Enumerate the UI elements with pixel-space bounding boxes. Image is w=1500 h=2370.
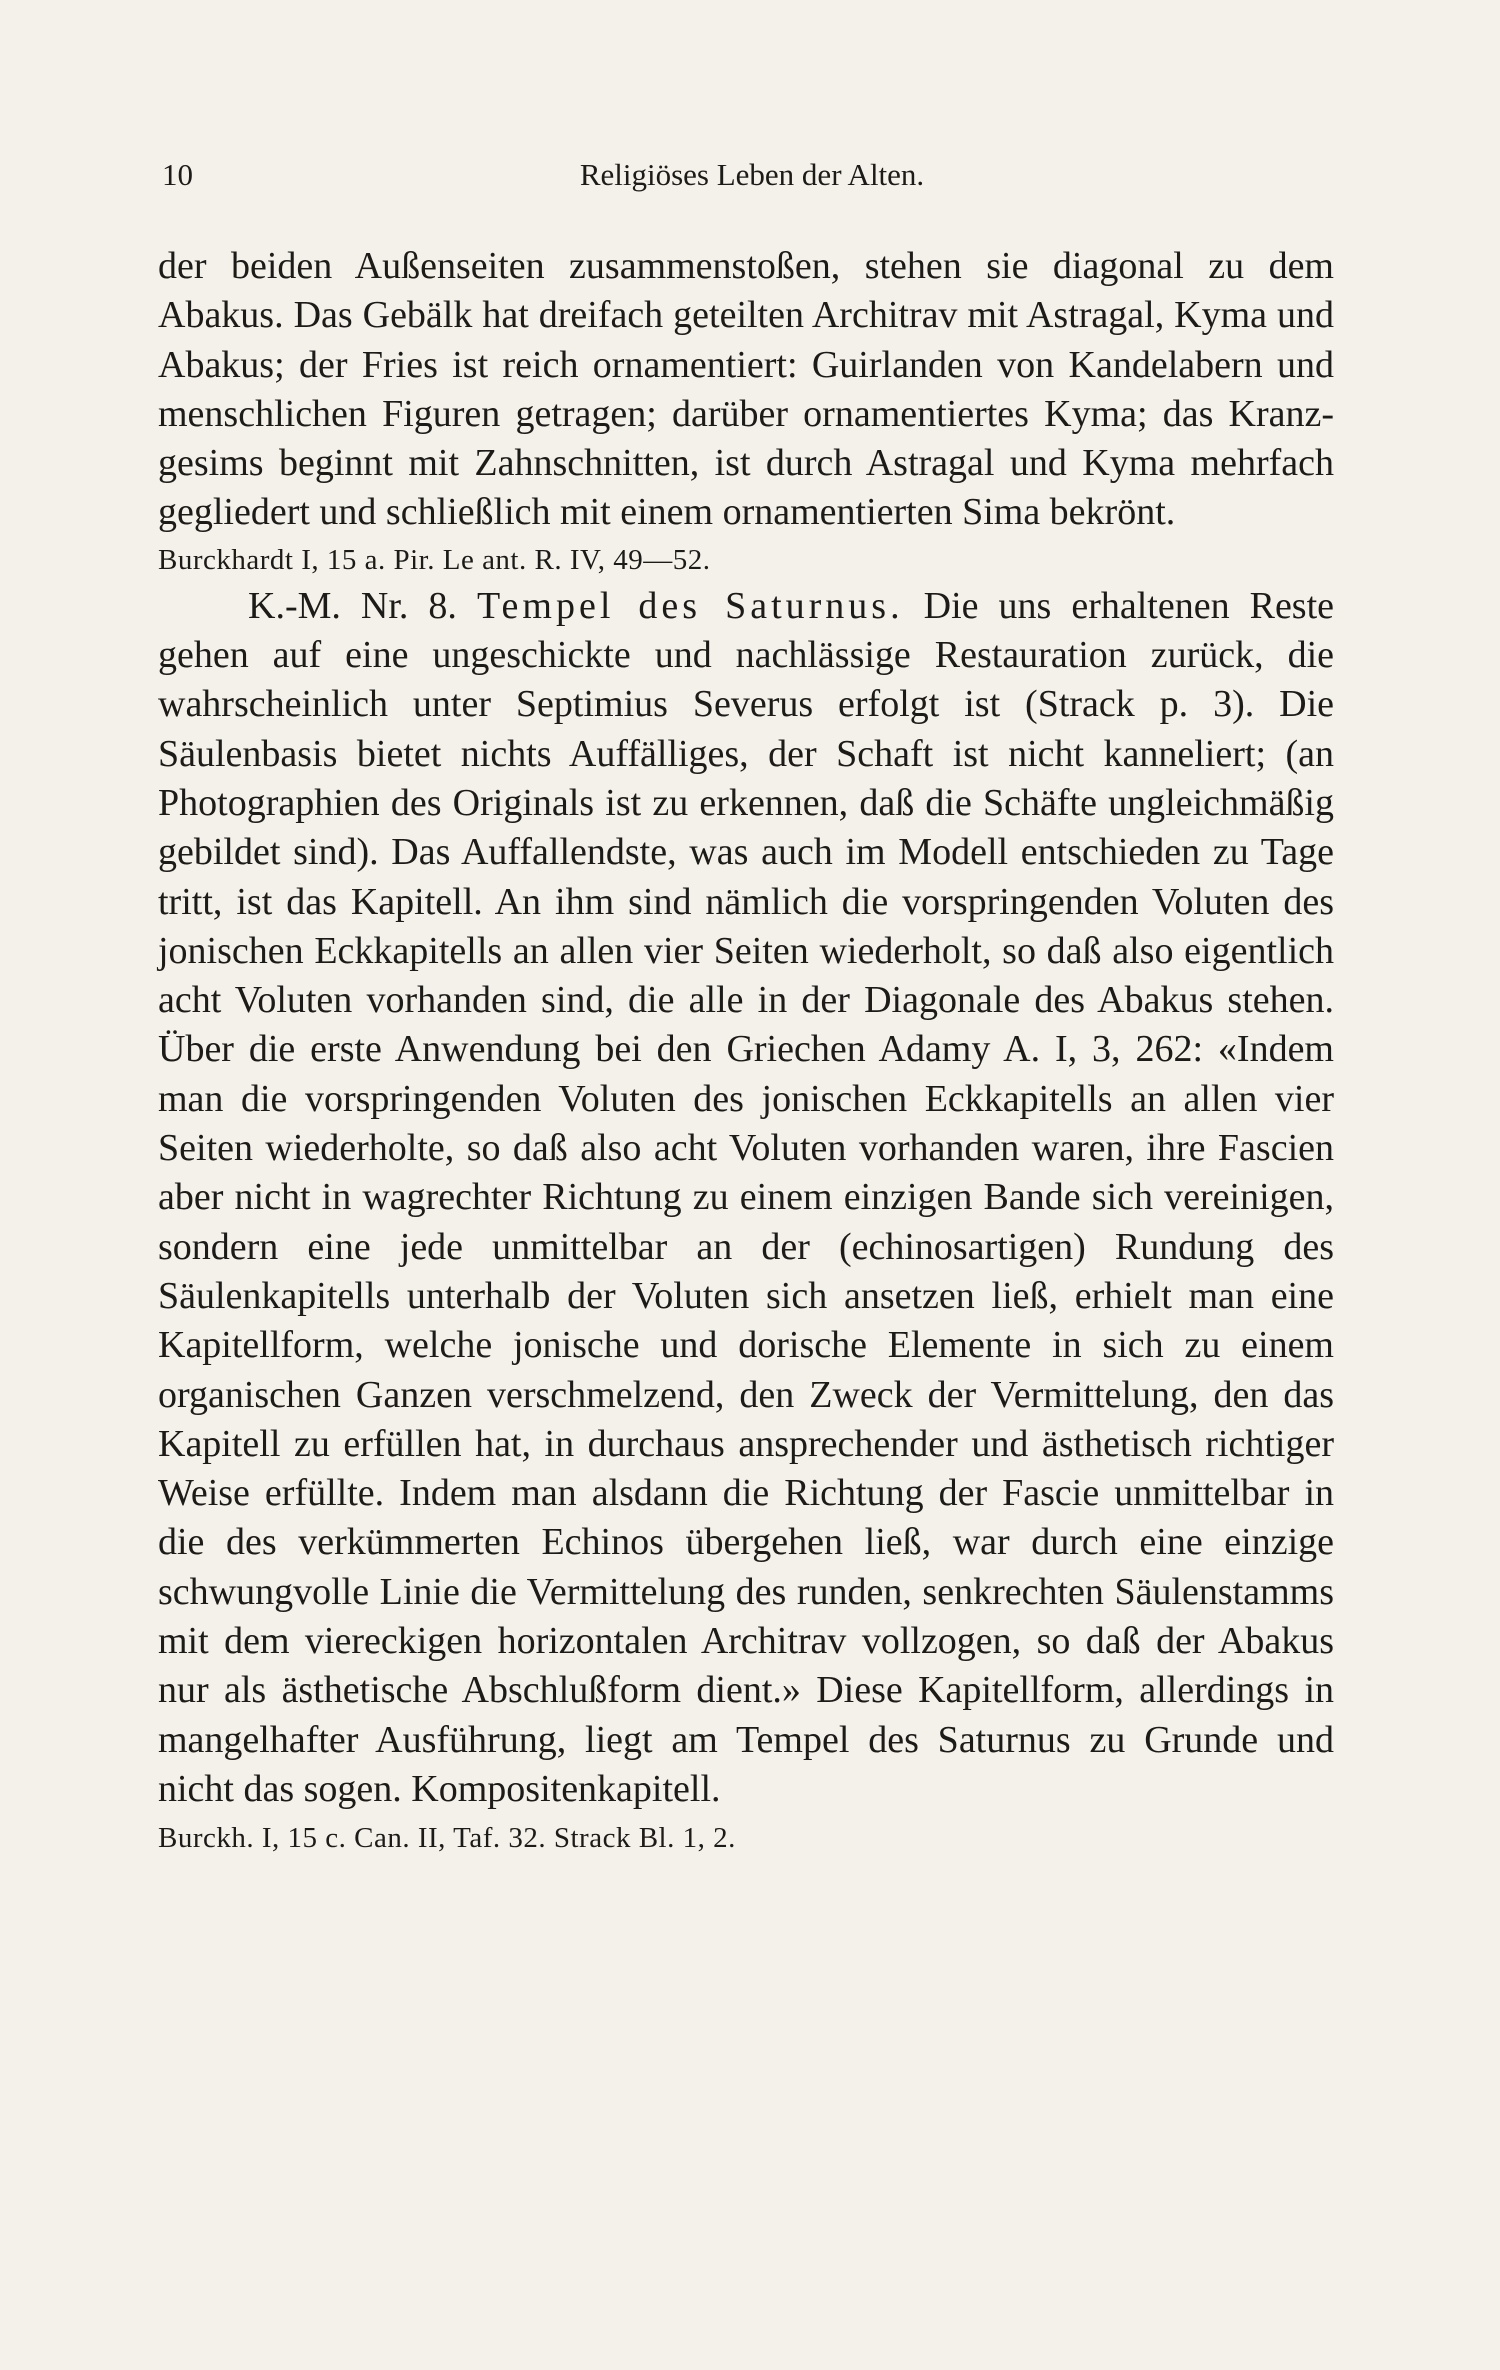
- page-header: [162, 150, 1342, 200]
- paragraph-text: Die uns erhaltenen Reste gehen auf eine ungeschickte und nachlässige Restauration zurück, die wahrscheinlich unter Septimius Severus erfolgt ist (Strack p. 3). Die Säulenbasis bietet nichts Auffälliges, der Schaft ist nicht kanneliert; (an Photographien des Originals ist zu erkennen, daß die Schäfte ungleichmäßig gebildet sind). Das Auffallendste, was auch im Modell entschieden zu Tage tritt, ist das Kapitell. An ihm sind nämlich die vorspringenden Voluten des jonischen Eckkapitells an allen vier Seiten wiederholt, so daß also eigentlich acht Voluten vorhanden sind, die alle in der Diagonale des Abakus stehen. Über die erste Anwendung bei den Griechen Adamy A. I, 3, 262: «Indem man die vorspringenden Voluten des jonischen Eckkapitells an allen vier Seiten wiederholte, so daß also acht Voluten vorhanden waren, ihre Fascien aber nicht in wagrechter Richtung zu einem einzigen Bande sich vereinigen, sondern eine jede unmittelbar an der (echinosartigen) Rundung des Säulenkapitells unterhalb der Voluten sich ansetzen ließ, erhielt man eine Kapitellform, welche jonische und dorische Elemente in sich zu einem organischen Ganzen verschmelzend, den Zweck der Vermittelung, den das Kapitell zu erfüllen hat, in durchaus ansprechender und ästhetisch richtiger Weise erfüllte. Indem man alsdann die Richtung der Fascie unmittelbar in die des verkümmerten Echinos übergehen ließ, war durch eine einzige schwungvolle Linie die Vermittelung des runden, senkrechten Säulenstamms mit dem viereckigen horizontalen Architrav vollzogen, so daß der Abakus nur als ästhetische Abschlußform dient.» Diese Kapitellform, allerdings in mangelhafter Ausführung, liegt am Tempel des Saturnus zu Grunde und nicht das sogen. Kompositenkapitell.: [158, 584, 1335, 1810]
- paragraph-temple-saturnus: [158, 582, 1334, 1814]
- page-number: 10: [162, 157, 193, 192]
- running-head: Religiöses Leben der Alten.: [579, 157, 925, 192]
- reference-line: Burckhardt I, 15 a. Pir. Le ant. R. IV, 49—52.: [158, 543, 711, 576]
- catalog-number: K.-M. Nr. 8.: [248, 584, 457, 627]
- reference-line-final: Burckh. I, 15 c. Can. II, Taf. 32. Strack Bl. 1, 2.: [158, 1822, 736, 1855]
- paragraph-continuation: der beiden Außenseiten zusammenstoßen, stehen sie diagonal zu dem Abakus. Das Gebälk hat dreifach geteilten Architrav mit Astragal, Kyma und Abakus; der Fries ist reich ornamentiert: Guirlanden von Kandelabern und menschlichen Figuren getragen; darüber ornamentiertes Kyma; das Kranzgesims beginnt mit Zahnschnitten, ist durch Astragal und Kyma mehrfach gegliedert und schließlich mit einem ornamentierten Sima bekrönt.: [158, 245, 1334, 534]
- body-text: [158, 242, 1334, 1860]
- section-title: Tempel des Saturnus.: [476, 584, 904, 627]
